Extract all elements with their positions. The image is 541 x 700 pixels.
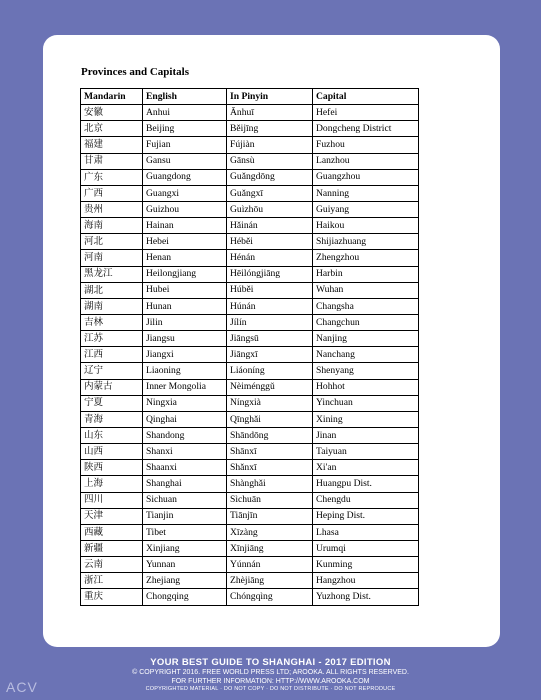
pinyin-cell: Qīnghǎi <box>227 411 313 427</box>
mandarin-cell: 新疆 <box>81 540 143 556</box>
mandarin-cell: 山东 <box>81 427 143 443</box>
table-row <box>81 137 419 153</box>
footer-title: YOUR BEST GUIDE TO SHANGHAI - 2017 EDITION <box>150 657 391 668</box>
table-row <box>81 444 419 460</box>
mandarin-cell: 宁夏 <box>81 395 143 411</box>
pinyin-cell: Liáoníng <box>227 363 313 379</box>
mandarin-cell: 海南 <box>81 218 143 234</box>
mandarin-cell: 贵州 <box>81 201 143 217</box>
watermark: ACV <box>6 679 38 695</box>
capital-cell: Xining <box>313 411 419 427</box>
capital-cell: Yinchuan <box>313 395 419 411</box>
capital-cell: Zhengzhou <box>313 250 419 266</box>
english-cell: Shanghai <box>143 476 227 492</box>
table-row <box>81 218 419 234</box>
pinyin-cell: Níngxià <box>227 395 313 411</box>
capital-cell: Huangpu Dist. <box>313 476 419 492</box>
english-cell: Guizhou <box>143 201 227 217</box>
table-row <box>81 379 419 395</box>
capital-cell: Hohhot <box>313 379 419 395</box>
capital-cell: Haikou <box>313 218 419 234</box>
mandarin-cell: 山西 <box>81 444 143 460</box>
mandarin-cell: 四川 <box>81 492 143 508</box>
table-row <box>81 524 419 540</box>
english-cell: Hainan <box>143 218 227 234</box>
capital-cell: Taiyuan <box>313 444 419 460</box>
mandarin-cell: 重庆 <box>81 589 143 605</box>
header-english: English <box>143 89 227 105</box>
english-cell: Xinjiang <box>143 540 227 556</box>
table-row <box>81 573 419 589</box>
mandarin-cell: 吉林 <box>81 314 143 330</box>
table-row <box>81 347 419 363</box>
capital-cell: Wuhan <box>313 282 419 298</box>
pinyin-cell: Hénán <box>227 250 313 266</box>
mandarin-cell: 甘肃 <box>81 153 143 169</box>
footer-copyright: © COPYRIGHT 2016. FREE WORLD PRESS LTD; AROOKA. ALL RIGHTS RESERVED. <box>132 669 409 676</box>
table-body <box>81 105 419 605</box>
english-cell: Shanxi <box>143 444 227 460</box>
mandarin-cell: 浙江 <box>81 573 143 589</box>
capital-cell: Lanzhou <box>313 153 419 169</box>
mandarin-cell: 青海 <box>81 411 143 427</box>
pinyin-cell: Shāndōng <box>227 427 313 443</box>
english-cell: Shandong <box>143 427 227 443</box>
english-cell: Liaoning <box>143 363 227 379</box>
section-title: Provinces and Capitals <box>81 66 189 78</box>
pinyin-cell: Guìzhōu <box>227 201 313 217</box>
capital-cell: Jinan <box>313 427 419 443</box>
english-cell: Qinghai <box>143 411 227 427</box>
english-cell: Hunan <box>143 298 227 314</box>
pinyin-cell: Běijīng <box>227 121 313 137</box>
capital-cell: Nanjing <box>313 331 419 347</box>
mandarin-cell: 天津 <box>81 508 143 524</box>
capital-cell: Shenyang <box>313 363 419 379</box>
table-row <box>81 250 419 266</box>
mandarin-cell: 上海 <box>81 476 143 492</box>
english-cell: Gansu <box>143 153 227 169</box>
pinyin-cell: Nèiménggǔ <box>227 379 313 395</box>
pinyin-cell: Yúnnán <box>227 557 313 573</box>
footer-info: FOR FURTHER INFORMATION: HTTP://WWW.AROOKA.COM <box>171 678 370 685</box>
capital-cell: Kunming <box>313 557 419 573</box>
mandarin-cell: 江西 <box>81 347 143 363</box>
table-row <box>81 557 419 573</box>
table-row <box>81 234 419 250</box>
table-row <box>81 266 419 282</box>
footer-notice: COPYRIGHTED MATERIAL · DO NOT COPY · DO NOT DISTRIBUTE · DO NOT REPRODUCE <box>145 686 396 692</box>
pinyin-cell: Tiānjīn <box>227 508 313 524</box>
table-row <box>81 314 419 330</box>
pinyin-cell: Shànghǎi <box>227 476 313 492</box>
table-row <box>81 282 419 298</box>
table-row <box>81 169 419 185</box>
english-cell: Tibet <box>143 524 227 540</box>
english-cell: Jilin <box>143 314 227 330</box>
english-cell: Henan <box>143 250 227 266</box>
table-header-row <box>81 89 419 105</box>
mandarin-cell: 陕西 <box>81 460 143 476</box>
mandarin-cell: 西藏 <box>81 524 143 540</box>
mandarin-cell: 内蒙古 <box>81 379 143 395</box>
pinyin-cell: Guǎngdōng <box>227 169 313 185</box>
pinyin-cell: Húběi <box>227 282 313 298</box>
pinyin-cell: Jiāngsū <box>227 331 313 347</box>
pinyin-cell: Húnán <box>227 298 313 314</box>
table-row <box>81 105 419 121</box>
header-mandarin: Mandarin <box>81 89 143 105</box>
mandarin-cell: 北京 <box>81 121 143 137</box>
english-cell: Hebei <box>143 234 227 250</box>
mandarin-cell: 云南 <box>81 557 143 573</box>
mandarin-cell: 江苏 <box>81 331 143 347</box>
table-row <box>81 201 419 217</box>
mandarin-cell: 辽宁 <box>81 363 143 379</box>
english-cell: Shaanxi <box>143 460 227 476</box>
capital-cell: Harbin <box>313 266 419 282</box>
pinyin-cell: Xīnjiāng <box>227 540 313 556</box>
pinyin-cell: Hǎinán <box>227 218 313 234</box>
english-cell: Guangxi <box>143 185 227 201</box>
pinyin-cell: Sìchuān <box>227 492 313 508</box>
table-row <box>81 153 419 169</box>
english-cell: Tianjin <box>143 508 227 524</box>
capital-cell: Changsha <box>313 298 419 314</box>
header-capital: Capital <box>313 89 419 105</box>
capital-cell: Urumqi <box>313 540 419 556</box>
provinces-table <box>80 88 419 606</box>
table-row <box>81 411 419 427</box>
mandarin-cell: 黑龙江 <box>81 266 143 282</box>
capital-cell: Guangzhou <box>313 169 419 185</box>
table-row <box>81 121 419 137</box>
pinyin-cell: Shānxī <box>227 444 313 460</box>
capital-cell: Fuzhou <box>313 137 419 153</box>
capital-cell: Shijiazhuang <box>313 234 419 250</box>
capital-cell: Dongcheng District <box>313 121 419 137</box>
capital-cell: Heping Dist. <box>313 508 419 524</box>
pinyin-cell: Hēilóngjiāng <box>227 266 313 282</box>
capital-cell: Nanchang <box>313 347 419 363</box>
mandarin-cell: 福建 <box>81 137 143 153</box>
english-cell: Beijing <box>143 121 227 137</box>
table-row <box>81 331 419 347</box>
pinyin-cell: Xīzàng <box>227 524 313 540</box>
capital-cell: Chengdu <box>313 492 419 508</box>
mandarin-cell: 河南 <box>81 250 143 266</box>
table-row <box>81 427 419 443</box>
english-cell: Zhejiang <box>143 573 227 589</box>
pinyin-cell: Ānhuī <box>227 105 313 121</box>
english-cell: Ningxia <box>143 395 227 411</box>
english-cell: Sichuan <box>143 492 227 508</box>
mandarin-cell: 安徽 <box>81 105 143 121</box>
table-row <box>81 363 419 379</box>
english-cell: Yunnan <box>143 557 227 573</box>
capital-cell: Guiyang <box>313 201 419 217</box>
english-cell: Anhui <box>143 105 227 121</box>
english-cell: Guangdong <box>143 169 227 185</box>
header-pinyin: In Pinyin <box>227 89 313 105</box>
mandarin-cell: 湖北 <box>81 282 143 298</box>
english-cell: Jiangsu <box>143 331 227 347</box>
table-row <box>81 540 419 556</box>
capital-cell: Changchun <box>313 314 419 330</box>
capital-cell: Xi'an <box>313 460 419 476</box>
table-row <box>81 185 419 201</box>
table-row <box>81 492 419 508</box>
english-cell: Inner Mongolia <box>143 379 227 395</box>
pinyin-cell: Shǎnxī <box>227 460 313 476</box>
english-cell: Heilongjiang <box>143 266 227 282</box>
capital-cell: Lhasa <box>313 524 419 540</box>
table-row <box>81 298 419 314</box>
mandarin-cell: 广东 <box>81 169 143 185</box>
table-row <box>81 589 419 605</box>
english-cell: Fujian <box>143 137 227 153</box>
mandarin-cell: 河北 <box>81 234 143 250</box>
capital-cell: Hefei <box>313 105 419 121</box>
table-row <box>81 395 419 411</box>
pinyin-cell: Chóngqìng <box>227 589 313 605</box>
pinyin-cell: Guǎngxī <box>227 185 313 201</box>
english-cell: Chongqing <box>143 589 227 605</box>
footer <box>0 657 541 693</box>
pinyin-cell: Fújiàn <box>227 137 313 153</box>
mandarin-cell: 湖南 <box>81 298 143 314</box>
mandarin-cell: 广西 <box>81 185 143 201</box>
capital-cell: Hangzhou <box>313 573 419 589</box>
pinyin-cell: Zhèjiāng <box>227 573 313 589</box>
pinyin-cell: Héběi <box>227 234 313 250</box>
english-cell: Jiangxi <box>143 347 227 363</box>
pinyin-cell: Jiāngxī <box>227 347 313 363</box>
english-cell: Hubei <box>143 282 227 298</box>
table-row <box>81 508 419 524</box>
table-row <box>81 476 419 492</box>
pinyin-cell: Jílín <box>227 314 313 330</box>
document-page <box>43 35 500 647</box>
pinyin-cell: Gānsù <box>227 153 313 169</box>
capital-cell: Nanning <box>313 185 419 201</box>
table-row <box>81 460 419 476</box>
capital-cell: Yuzhong Dist. <box>313 589 419 605</box>
